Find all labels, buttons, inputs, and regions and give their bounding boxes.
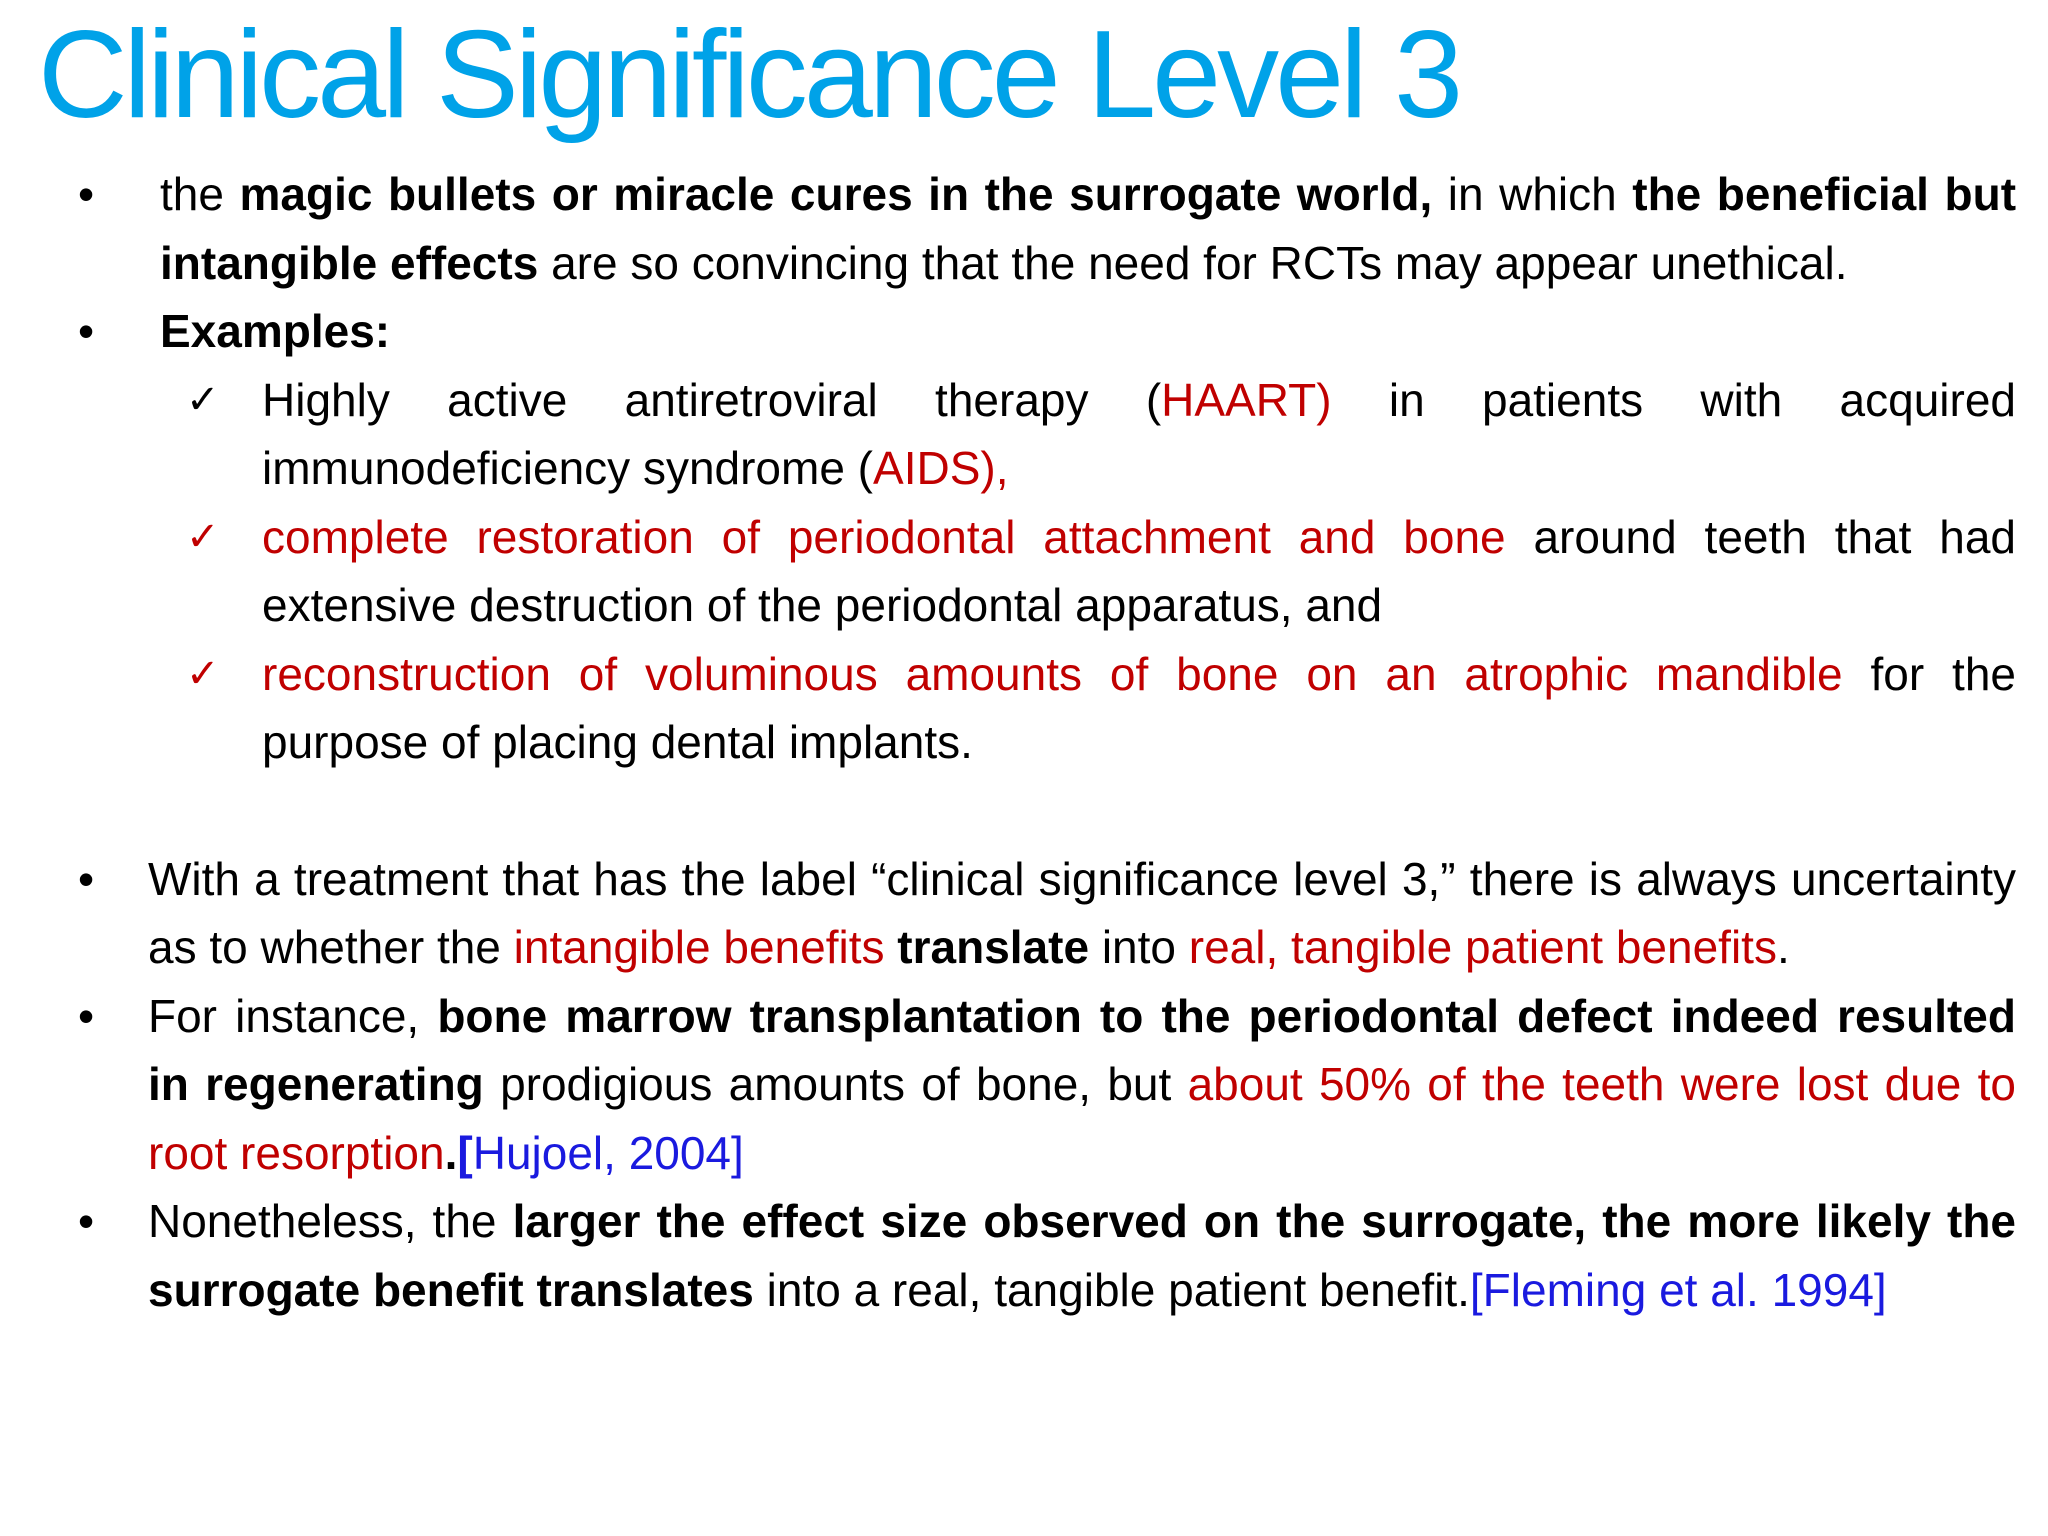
citation-fleming: [Fleming et al. 1994] xyxy=(1469,1263,1887,1316)
example-bone-reconstruction xyxy=(0,640,2016,777)
spacer xyxy=(0,777,2048,845)
text: the xyxy=(160,168,240,220)
text: in which xyxy=(1432,168,1633,220)
bullet-dot-icon: • xyxy=(78,1195,95,1247)
checkmark-icon: ✓ xyxy=(186,650,220,697)
highlight-text: HAART) xyxy=(1161,373,1332,426)
highlight-text: real, tangible patient benefits xyxy=(1188,921,1777,973)
bullet-dot-icon: • xyxy=(78,852,95,905)
bold-text: larger the effect size observed on the surrogate, the more likely the surrogate benefit translates xyxy=(148,1195,2016,1316)
bullet-examples xyxy=(0,297,2016,366)
bullet-bone-marrow xyxy=(0,982,2016,1188)
bullet-uncertainty xyxy=(0,845,2016,982)
citation-hujoel: Hujoel, 2004] xyxy=(472,1126,744,1179)
bold-text: the beneficial but intangible effects xyxy=(160,168,2017,289)
text: for the purpose of placing dental implants. xyxy=(262,647,2016,768)
bullet-dot-icon: • xyxy=(78,989,95,1042)
bullet-dot-icon: • xyxy=(78,168,95,220)
text: in patients with acquired immunodeficiency syndrome ( xyxy=(262,373,2017,494)
highlight-text: about 50% of the teeth were lost due to root resorption xyxy=(148,1058,2016,1179)
checkmark-icon: ✓ xyxy=(186,376,220,423)
bold-text: bone marrow transplantation to the periodontal defect indeed resulted in regenerating xyxy=(148,989,2016,1110)
text: prodigious amounts of bone, but xyxy=(483,1058,1188,1110)
text xyxy=(885,921,898,973)
bold-text: . xyxy=(444,1126,458,1179)
text: around teeth that had extensive destruction of the periodontal apparatus, and xyxy=(262,510,2016,631)
text: into xyxy=(1089,921,1189,973)
text: With a treatment that has the label “clinical significance level 3,” there is always uncertainty as to whether the xyxy=(148,852,2016,973)
text: are so convincing that the need for RCTs may appear unethical. xyxy=(538,236,1848,289)
bold-text: translate xyxy=(897,921,1090,973)
bullet-dot-icon: • xyxy=(78,305,95,357)
text: For instance, xyxy=(148,989,438,1042)
text: . xyxy=(1776,921,1790,973)
text: into a real, tangible patient benefit. xyxy=(753,1263,1470,1316)
examples-heading: Examples: xyxy=(160,305,391,357)
checkmark-icon: ✓ xyxy=(186,513,220,560)
bullet-effect-size xyxy=(0,1187,2016,1324)
highlight-text: intangible benefits xyxy=(513,921,885,973)
citation-bracket: [ xyxy=(457,1126,473,1179)
bold-text: magic bullets or miracle cures in the surrogate world, xyxy=(239,168,1433,220)
slide-title: Clinical Significance Level 3 xyxy=(38,6,1460,144)
example-periodontal-restoration xyxy=(0,503,2016,640)
text: Highly active antiretroviral therapy ( xyxy=(262,373,1162,426)
slide-body xyxy=(0,160,2048,1324)
text: Nonetheless, the xyxy=(148,1195,513,1247)
highlight-text: reconstruction of voluminous amounts of bone on an atrophic mandible xyxy=(262,647,1843,700)
bullet-magic-bullets xyxy=(0,160,2016,297)
example-haart xyxy=(0,366,2016,503)
highlight-text: complete restoration of periodontal attachment and bone xyxy=(262,510,1506,563)
highlight-text: AIDS), xyxy=(873,442,1009,494)
